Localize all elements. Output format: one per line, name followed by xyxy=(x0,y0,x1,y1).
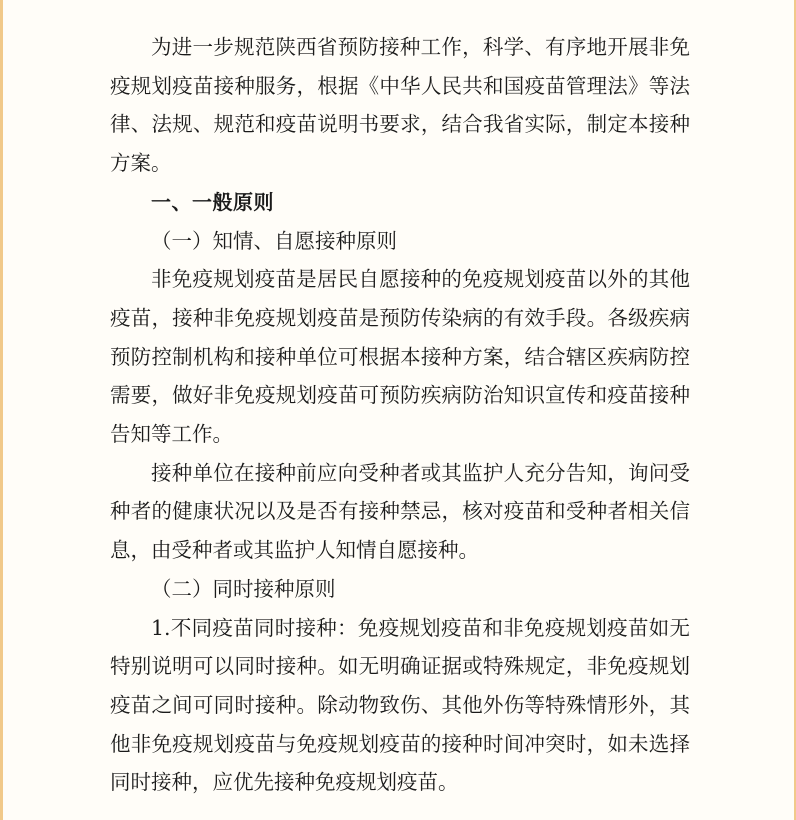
subsection-heading-informed-consent: （一）知情、自愿接种原则 xyxy=(151,228,397,253)
simultaneous-vaccination-paragraph-1: 1.不同疫苗同时接种：免疫规划疫苗和非免疫规划疫苗如无特别说明可以同时接种。如无明确证据或特殊规定，非免疫规划疫苗之间可同时接种。除动物致伤、其他外伤等特殊情形外，其他非免疫规划疫苗与免疫规划疫苗的接种时间冲突时，如未选择同时接种，应优先接种免疫规划疫苗。 xyxy=(110,615,690,795)
subsection-heading-simultaneous-vaccination: （二）同时接种原则 xyxy=(151,576,336,601)
document-page xyxy=(110,28,690,802)
page-border-left xyxy=(0,0,3,820)
informed-consent-paragraph-2: 接种单位在接种前应向受种者或其监护人充分告知，询问受种者的健康状况以及是否有接种禁忌，核对疫苗和受种者相关信息，由受种者或其监护人知情自愿接种。 xyxy=(110,460,690,563)
intro-paragraph: 为进一步规范陕西省预防接种工作，科学、有序地开展非免疫规划疫苗接种服务，根据《中华人民共和国疫苗管理法》等法律、法规、规范和疫苗说明书要求，结合我省实际，制定本接种方案。 xyxy=(110,35,690,176)
section-heading-general-principles: 一、一般原则 xyxy=(151,189,274,214)
informed-consent-paragraph-1: 非免疫规划疫苗是居民自愿接种的免疫规划疫苗以外的其他疫苗，接种非免疫规划疫苗是预防传染病的有效手段。各级疾病预防控制机构和接种单位可根据本接种方案，结合辖区疾病防控需要，做好非免疫规划疫苗可预防疾病防治知识宣传和疫苗接种告知等工作。 xyxy=(110,267,690,447)
